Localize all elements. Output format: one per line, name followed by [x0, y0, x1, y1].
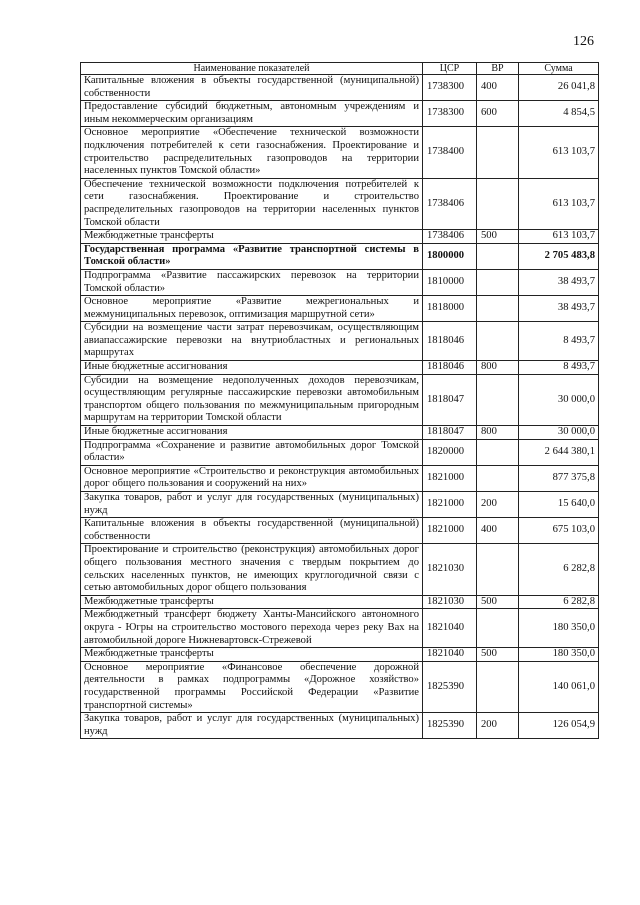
column-header-csr: ЦСР [423, 63, 477, 75]
table-row [81, 101, 599, 127]
cell-vr: 500 [477, 648, 519, 662]
cell-vr [477, 322, 519, 361]
cell-sum: 38 493,7 [519, 296, 599, 322]
cell-vr [477, 439, 519, 465]
column-header-name: Наименование показателей [81, 63, 423, 75]
cell-vr: 400 [477, 518, 519, 544]
column-header-vr: ВР [477, 63, 519, 75]
cell-csr: 1800000 [423, 243, 477, 269]
column-header-sum: Сумма [519, 63, 599, 75]
table-row [81, 439, 599, 465]
cell-csr: 1821040 [423, 648, 477, 662]
cell-vr: 800 [477, 361, 519, 375]
cell-name: Проектирование и строительство (реконструкция) автомобильных дорог общего пользования местного значения с твердым покрытием до сельских населенных пунктов, не имеющих круглогодичной связи с сетью автомобильных дорог общего пользования [81, 544, 423, 595]
cell-vr [477, 269, 519, 295]
cell-name: Иные бюджетные ассигнования [81, 361, 423, 375]
cell-name: Обеспечение технической возможности подключения потребителей к сети газоснабжения. Проектирование и строительство распределительных газопроводов на территории населенных пунктов Томской области [81, 178, 423, 229]
cell-sum: 613 103,7 [519, 230, 599, 244]
cell-vr [477, 127, 519, 178]
cell-name: Государственная программа «Развитие транспортной системы в Томской области» [81, 243, 423, 269]
table-row [81, 544, 599, 595]
table-row [81, 492, 599, 518]
table-row [81, 661, 599, 712]
cell-vr: 500 [477, 230, 519, 244]
cell-vr [477, 661, 519, 712]
cell-csr: 1820000 [423, 439, 477, 465]
table-row [81, 648, 599, 662]
cell-vr [477, 178, 519, 229]
cell-vr [477, 243, 519, 269]
table-row [81, 230, 599, 244]
cell-sum: 180 350,0 [519, 609, 599, 648]
cell-sum: 140 061,0 [519, 661, 599, 712]
cell-sum: 126 054,9 [519, 713, 599, 739]
cell-vr: 200 [477, 713, 519, 739]
table-row [81, 269, 599, 295]
cell-sum: 6 282,8 [519, 595, 599, 609]
table-row [81, 127, 599, 178]
cell-name: Подпрограмма «Развитие пассажирских перевозок на территории Томской области» [81, 269, 423, 295]
cell-sum: 613 103,7 [519, 178, 599, 229]
cell-csr: 1825390 [423, 713, 477, 739]
cell-sum: 675 103,0 [519, 518, 599, 544]
cell-csr: 1821030 [423, 544, 477, 595]
table-row [81, 75, 599, 101]
cell-csr: 1818046 [423, 322, 477, 361]
cell-csr: 1825390 [423, 661, 477, 712]
table-row [81, 426, 599, 440]
cell-name: Закупка товаров, работ и услуг для государственных (муниципальных) нужд [81, 713, 423, 739]
cell-csr: 1821000 [423, 465, 477, 491]
table-row [81, 361, 599, 375]
cell-name: Субсидии на возмещение недополученных доходов перевозчикам, осуществляющим регулярные пассажирские перевозки автомобильным транспортом общего пользования по межмуниципальным пригородным маршрутам на территории Томской области [81, 374, 423, 425]
cell-name: Межбюджетные трансферты [81, 595, 423, 609]
cell-vr: 400 [477, 75, 519, 101]
cell-csr: 1818000 [423, 296, 477, 322]
cell-name: Основное мероприятие «Развитие межрегиональных и межмуниципальных перевозок, оптимизация маршрутной сети» [81, 296, 423, 322]
cell-sum: 2 644 380,1 [519, 439, 599, 465]
cell-csr: 1821000 [423, 492, 477, 518]
cell-name: Основное мероприятие «Финансовое обеспечение дорожной деятельности в рамках подпрограммы «Дорожное хозяйство» государственной программы Российской Федерации «Развитие транспортной системы» [81, 661, 423, 712]
cell-name: Капитальные вложения в объекты государственной (муниципальной) собственности [81, 518, 423, 544]
cell-vr: 800 [477, 426, 519, 440]
table-row [81, 713, 599, 739]
cell-vr: 600 [477, 101, 519, 127]
table-row [81, 374, 599, 425]
cell-vr [477, 609, 519, 648]
cell-vr: 200 [477, 492, 519, 518]
cell-name: Иные бюджетные ассигнования [81, 426, 423, 440]
cell-name: Межбюджетные трансферты [81, 230, 423, 244]
table-row [81, 609, 599, 648]
cell-name: Основное мероприятие «Обеспечение технической возможности подключения потребителей к сети газоснабжения. Проектирование и строительство распределительных газопроводов на территории населенных пунктов Томской области» [81, 127, 423, 178]
cell-vr [477, 374, 519, 425]
cell-vr [477, 544, 519, 595]
cell-name: Межбюджетный трансферт бюджету Ханты-Мансийского автономного округа - Югры на строительство мостового перехода через реку Вах на автомобильной дороге Нижневартовск-Стрежевой [81, 609, 423, 648]
table-row [81, 518, 599, 544]
table-row [81, 465, 599, 491]
cell-sum: 877 375,8 [519, 465, 599, 491]
cell-csr: 1818046 [423, 361, 477, 375]
cell-sum: 15 640,0 [519, 492, 599, 518]
cell-csr: 1821000 [423, 518, 477, 544]
table-row [81, 595, 599, 609]
cell-name: Капитальные вложения в объекты государственной (муниципальной) собственности [81, 75, 423, 101]
cell-sum: 30 000,0 [519, 374, 599, 425]
cell-csr: 1738300 [423, 101, 477, 127]
table-header-row [81, 63, 599, 75]
cell-sum: 30 000,0 [519, 426, 599, 440]
cell-name: Предоставление субсидий бюджетным, автономным учреждениям и иным некоммерческим организациям [81, 101, 423, 127]
table-body [81, 75, 599, 739]
cell-csr: 1738400 [423, 127, 477, 178]
cell-name: Основное мероприятие «Строительство и реконструкция автомобильных дорог общего пользования и сооружений на них» [81, 465, 423, 491]
cell-name: Закупка товаров, работ и услуг для государственных (муниципальных) нужд [81, 492, 423, 518]
cell-sum: 2 705 483,8 [519, 243, 599, 269]
cell-sum: 4 854,5 [519, 101, 599, 127]
cell-csr: 1818047 [423, 426, 477, 440]
cell-sum: 8 493,7 [519, 322, 599, 361]
cell-sum: 26 041,8 [519, 75, 599, 101]
cell-csr: 1821030 [423, 595, 477, 609]
page-number: 126 [573, 34, 594, 49]
budget-table [80, 62, 599, 739]
cell-csr: 1738300 [423, 75, 477, 101]
cell-sum: 613 103,7 [519, 127, 599, 178]
cell-vr [477, 465, 519, 491]
cell-vr: 500 [477, 595, 519, 609]
table-row [81, 296, 599, 322]
cell-csr: 1810000 [423, 269, 477, 295]
cell-sum: 8 493,7 [519, 361, 599, 375]
cell-name: Субсидии на возмещение части затрат перевозчикам, осуществляющим авиапассажирские перевозки на внутриобластных и региональных маршрутах [81, 322, 423, 361]
table-row [81, 243, 599, 269]
cell-csr: 1738406 [423, 178, 477, 229]
cell-csr: 1821040 [423, 609, 477, 648]
cell-sum: 38 493,7 [519, 269, 599, 295]
table-row [81, 178, 599, 229]
cell-vr [477, 296, 519, 322]
table-row [81, 322, 599, 361]
cell-csr: 1738406 [423, 230, 477, 244]
cell-sum: 6 282,8 [519, 544, 599, 595]
cell-csr: 1818047 [423, 374, 477, 425]
cell-sum: 180 350,0 [519, 648, 599, 662]
cell-name: Подпрограмма «Сохранение и развитие автомобильных дорог Томской области» [81, 439, 423, 465]
cell-name: Межбюджетные трансферты [81, 648, 423, 662]
